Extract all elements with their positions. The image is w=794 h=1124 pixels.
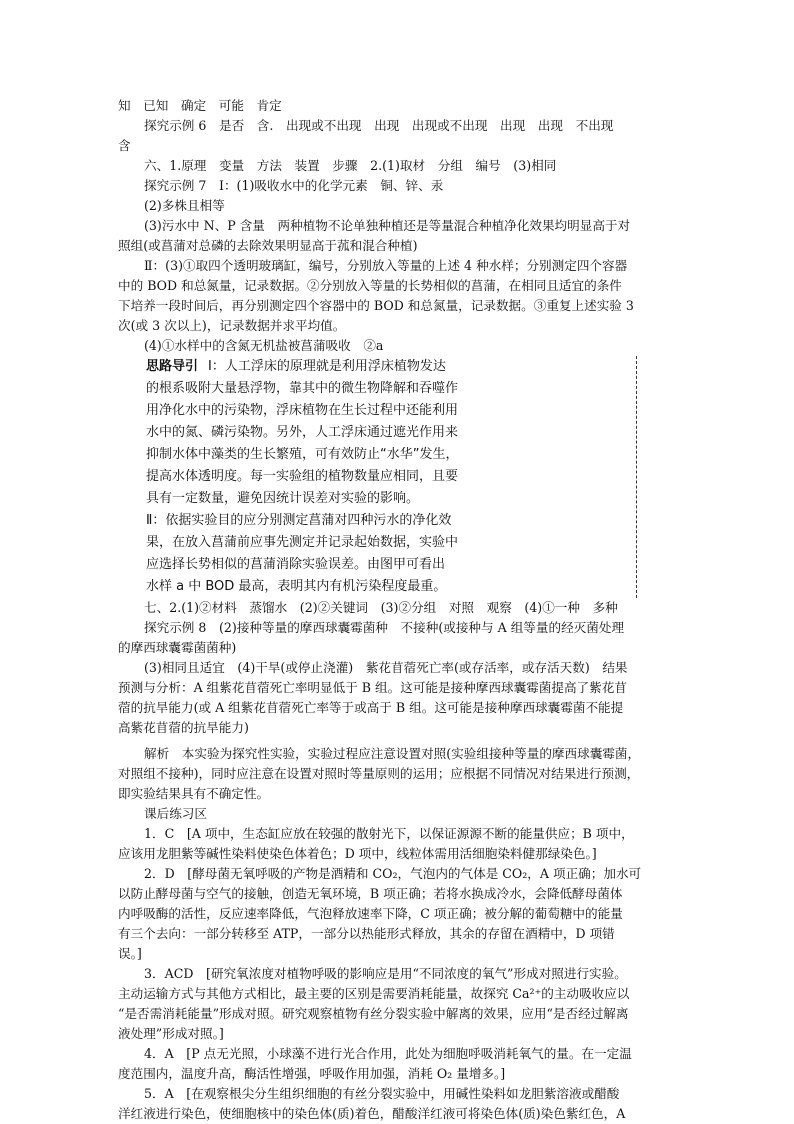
hint-line: 的根系吸附大量悬浮物，靠其中的微生物降解和吞噬作 [146,381,459,396]
text-line: 液处理”形成对照。] [118,1026,224,1041]
text-line: 解析 本实验为探究性实验，实验过程应注意设置对照(实验组接种等量的摩西球囊霉菌， [144,746,641,761]
exercise-block [118,804,678,1124]
answer-block-1 [118,96,678,356]
text-line: 误。] [118,946,142,961]
text-line: (2)多株且相等 [144,198,225,213]
hint-line: 水样 a 中 BOD 最高，表明其内有机污染程度最重。 [146,579,447,594]
hint-line: 水中的氮、磷污染物。另外，人工浮床通过遮光作用来 [146,425,459,440]
text-line: 照组(或菖蒲对总磷的去除效果明显高于菰和混合种植) [118,238,418,253]
text-line: 探究示例 6 是否 含. 出现或不出现 出现 出现或不出现 出现 出现 不出现 [144,118,614,133]
text-line: “是否需消耗能量”形成对照。研究观察植物有丝分裂实验中解离的效果，应用“是否经过解离 [118,1006,629,1021]
text-line: 下培养一段时间后，再分别测定四个容器中的 BOD 和总氮量，记录数据。③重复上述实验 3 [118,298,634,313]
analysis-block [118,744,678,804]
text-line: 以防止酵母菌与空气的接触，创造无氧环境，B 项正确；若将水换成冷水，会降低酵母菌体 [118,886,623,901]
text-line: 七、2.(1)②材料 蒸馏水 (2)②关键词 (3)②分组 对照 观察 (4)①一种 多种 [144,600,618,615]
text-line: 六、1.原理 变量 方法 装置 步骤 2.(1)取材 分组 编号 (3)相同 [144,158,557,173]
hint-text: Ⅰ：人工浮床的原理就是利用浮床植物发达 [208,359,446,374]
text-line: (3)相同且适宜 (4)干旱(或停止浇灌) 紫花苜蓿死亡率(或存活率，或存活天数) 结果 [144,660,628,675]
text-line: 度范围内，温度升高，酶活性增强，呼吸作用加强，消耗 O₂ 量增多。] [118,1066,506,1081]
answer-text [118,96,678,1124]
text-line: 预测与分析：A 组紫花苜蓿死亡率明显低于 B 组。这可能是接种摩西球囊霉菌提高了紫花苜 [118,680,627,695]
text-line: (4)①水样中的含氮无机盐被菖蒲吸收 ②a [144,338,384,353]
text-line: 的摩西球囊霉菌菌种) [118,640,237,655]
text-line: 知 已知 确定 可能 肯定 [118,98,282,113]
hint-rest [146,378,630,598]
text-line: 对照组不接种)，同时应注意在设置对照时等量原则的运用；应根据不同情况对结果进行预测， [118,766,640,781]
text-line: 探究示例 7 Ⅰ：(1)吸收水中的化学元素 铜、锌、汞 [144,178,444,193]
text-line: (3)污水中 N、P 含量 两种植物不论单独种植还是等量混合种植净化效果均明显高于对 [144,218,631,233]
text-line: 主动运输方式与其他方式相比，最主要的区别是需要消耗能量，故探究 Ca²⁺的主动吸收应以 [118,986,630,1001]
answer-block-2 [118,598,678,738]
text-line: 含 [118,138,131,153]
text-line: 洋红液进行染色，使细胞核中的染色体(质)着色，醋酸洋红液可将染色体(质)染色紫红色，A [118,1106,626,1121]
text-line: 即实验结果具有不确定性。 [118,786,270,801]
text-line: 课后练习区 [144,806,207,821]
text-line: 3．ACD [研究氧浓度对植物呼吸的影响应是用“不同浓度的氧气”形成对照进行实验。 [144,966,627,981]
text-line: 应该用龙胆紫等碱性染料使染色体着色；D 项中，线粒体需用活细胞染料健那绿染色。] [118,846,597,861]
text-line: 1．C [A 项中，生态缸应放在较强的散射光下，以保证源源不断的能量供应；B 项中， [144,826,634,841]
hint-line: 应选择长势相似的菖蒲消除实验误差。由图甲可看出 [146,557,446,572]
hint-line: Ⅱ：依据实验目的应分别测定菖蒲对四种污水的净化效 [146,513,452,528]
text-line: 中的 BOD 和总氮量，记录数据。②分别放入等量的长势相似的菖蒲，在相同且适宜的条件 [118,278,622,293]
hint-title: 思路导引 [146,359,199,374]
text-line: 次(或 3 次以上)，记录数据并求平均值。 [118,318,346,333]
hint-line: 用净化水中的污染物，浮床植物在生长过程中还能利用 [146,403,459,418]
text-line: 高紫花苜蓿的抗旱能力) [118,720,249,735]
text-line: 5．A [在观察根尖分生组织细胞的有丝分裂实验中，用碱性染料如龙胆紫溶液或醋酸 [144,1086,620,1101]
hint-line: 提高水体透明度。每一实验组的植物数量应相同，且要 [146,469,459,484]
text-line: 蓿的抗旱能力(或 A 组紫花苜蓿死亡率等于或高于 B 组。这可能是接种摩西球囊霉菌不能提 [118,700,624,715]
text-line: Ⅱ：(3)①取四个透明玻璃缸，编号，分别放入等量的上述 4 种水样；分别测定四个容器 [144,258,628,273]
text-line: 2．D [酵母菌无氧呼吸的产物是酒精和 CO₂，气泡内的气体是 CO₂，A 项正确；加水可 [144,866,642,881]
text-line: 4．A [P 点无光照，小球藻不进行光合作用，此处为细胞呼吸消耗氧气的量。在一定温 [144,1046,632,1061]
text-line: 探究示例 8 (2)接种等量的摩西球囊霉菌种 不接种(或接种与 A 组等量的经灭菌处理 [144,620,625,635]
hint-line: 具有一定数量，避免因统计误差对实验的影响。 [146,491,420,506]
hint-line-0 [146,356,630,378]
text-line: 有三个去向：一部分转移至 ATP，一部分以热能形式释放，其余的存留在酒精中，D 项错 [118,926,615,941]
text-line: 内呼吸酶的活性，反应速率降低，气泡释放速率下降，C 项正确；被分解的葡萄糖中的能量 [118,906,623,921]
hint-line: 果，在放入菖蒲前应事先测定并记录起始数据，实验中 [146,535,459,550]
hint-line: 抑制水体中藻类的生长繁殖，可有效防止“水华”发生， [146,447,459,462]
hint-box [146,356,637,598]
